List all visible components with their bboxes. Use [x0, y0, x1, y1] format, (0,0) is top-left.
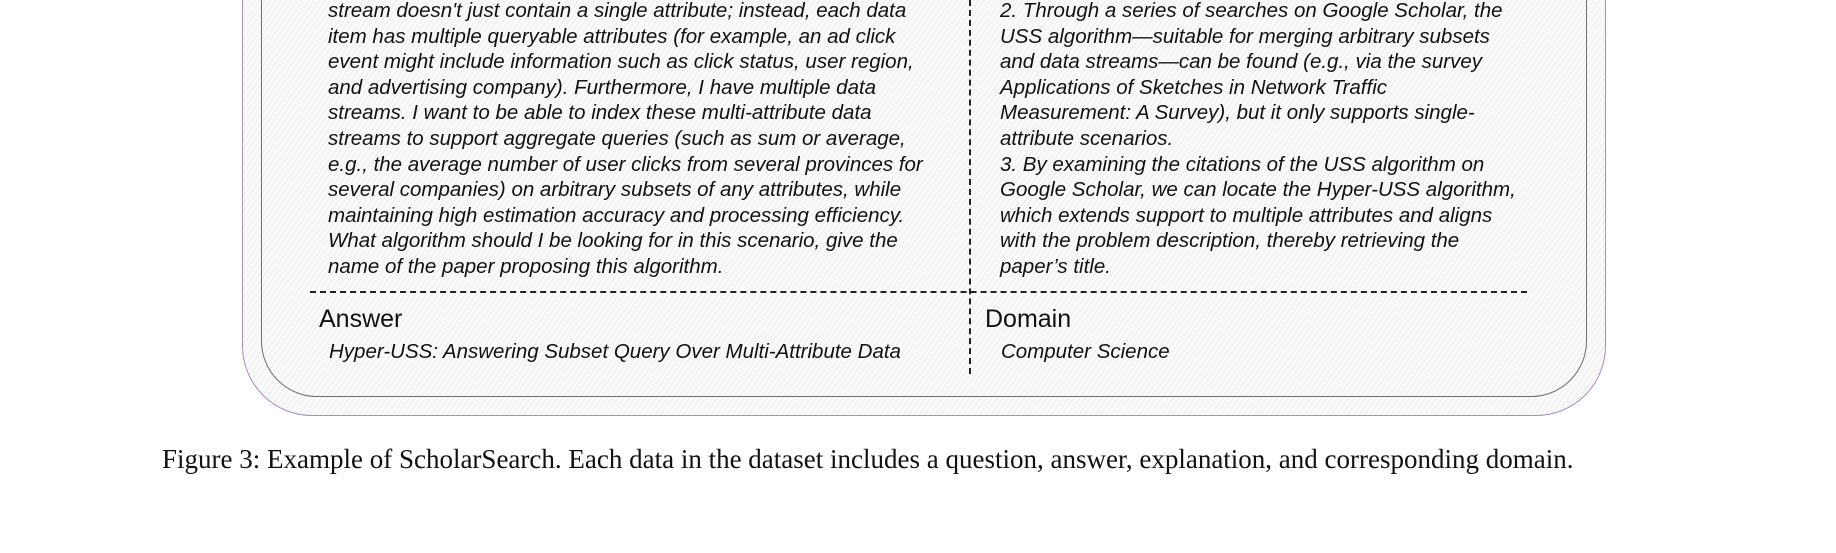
text-line: attribute scenarios.	[1000, 126, 1174, 150]
text-line: Measurement: A Survey), but it only supports single-	[1000, 101, 1475, 125]
text-line: USS algorithm—suitable for merging arbitrary subsets	[1000, 24, 1490, 48]
question-text	[328, 0, 923, 280]
figure-caption: Figure 3: Example of ScholarSearch. Each data in the dataset includes a question, answer, explanation, and corresponding domain.	[162, 444, 1574, 474]
answer-value: Hyper-USS: Answering Subset Query Over Multi-Attribute Data	[329, 340, 901, 363]
domain-label: Domain	[985, 305, 1072, 333]
text-line: maintaining high estimation accuracy and processing efficiency.	[328, 203, 905, 227]
vertical-divider	[969, 0, 971, 374]
text-line: with the problem description, thereby retrieving the	[1000, 229, 1460, 253]
text-line: 2. Through a series of searches on Google Scholar, the	[1000, 0, 1503, 22]
domain-value: Computer Science	[1001, 340, 1170, 363]
text-line: Applications of Sketches in Network Traffic	[1000, 75, 1387, 99]
text-line: paper’s title.	[1000, 254, 1111, 278]
text-line: item has multiple queryable attributes (for example, an ad click	[328, 24, 896, 48]
text-line: and data streams—can be found (e.g., via the survey	[1000, 50, 1483, 74]
text-line: streams to support aggregate queries (such as sum or average,	[328, 126, 906, 150]
text-line: streams. I want to be able to index these multi-attribute data	[328, 101, 872, 125]
text-line: and advertising company). Furthermore, I have multiple data	[328, 75, 877, 99]
explanation-text	[1000, 0, 1516, 280]
text-line: 3. By examining the citations of the USS algorithm on	[1000, 152, 1485, 176]
text-line: Google Scholar, we can locate the Hyper-USS algorithm,	[1000, 178, 1516, 202]
text-line: which extends support to multiple attributes and aligns	[1000, 203, 1493, 227]
text-line: event might include information such as click status, user region,	[328, 50, 914, 74]
horizontal-divider	[310, 291, 1527, 293]
text-line: stream doesn't just contain a single attribute; instead, each data	[328, 0, 907, 22]
text-line: e.g., the average number of user clicks from several provinces for	[328, 152, 923, 176]
text-line: What algorithm should I be looking for in this scenario, give the	[328, 229, 898, 253]
text-line: several companies) on arbitrary subsets of any attributes, while	[328, 178, 902, 202]
answer-label: Answer	[319, 305, 403, 333]
text-line: name of the paper proposing this algorithm.	[328, 254, 724, 278]
